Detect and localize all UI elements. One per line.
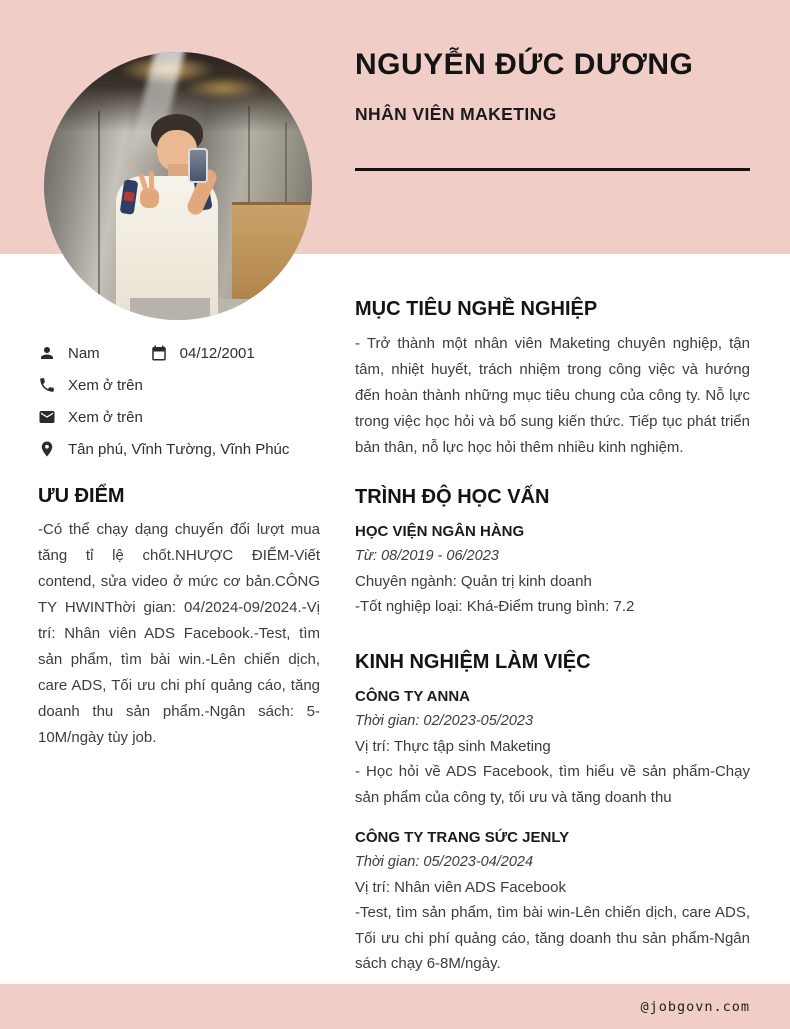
- left-column: [38, 337, 320, 751]
- objective-heading: MỤC TIÊU NGHỀ NGHIỆP: [355, 298, 598, 320]
- location-icon: [38, 440, 56, 458]
- address-value: Tân phú, Vĩnh Tường, Vĩnh Phúc: [68, 440, 290, 458]
- education-entry: [355, 519, 750, 619]
- bottom-pink-band: [0, 984, 790, 1029]
- experience-entry: [355, 684, 750, 810]
- person-icon: [38, 344, 56, 362]
- photo-light-glow: [183, 76, 263, 100]
- header-divider: [355, 168, 750, 171]
- experience-heading: KINH NGHIỆM LÀM VIỆC: [355, 651, 591, 673]
- job-position: Vị trí: Nhân viên ADS Facebook: [355, 879, 566, 896]
- job-description: - Học hỏi về ADS Facebook, tìm hiểu về sản phẩm-Chạy sản phẩm của công ty, tối ưu và tăng doanh thu: [355, 763, 750, 806]
- contact-row-gender-dob: [38, 337, 320, 369]
- experience-entry: [355, 825, 750, 977]
- email-icon: [38, 408, 56, 426]
- objective-body: - Trở thành một nhân viên Maketing chuyên nghiệp, tận tâm, nhiệt huyết, trách nhiệm trong công việc và hướng đến hoàn thành những mục tiêu chung của công ty. Nỗ lực trong việc học hỏi và bổ sung kiến thức. Tiếp tục phát triển bản thân, nỗ lực học hỏi thêm nhiều kinh nghiệm.: [355, 335, 750, 456]
- strengths-body: -Có thể chạy dạng chuyển đổi lượt mua tăng tỉ lệ chốt.NHƯỢC ĐIỂM-Viết contend, sửa video ở mức cơ bản.CÔNG TY HWINThời gian: 04/2024-09/2024.-Vị trí: Nhân viên ADS Facebook.-Test, tìm sản phẩm, tìm bài win.-Lên chiến dịch, care ADS, Tối ưu chi phí quảng cáo, tăng doanh thu sản phẩm.-Ngân sách: 5-10M/ngày tùy job.: [38, 521, 320, 746]
- photo-phone: [188, 148, 208, 183]
- site-watermark: @jobgovn.com: [640, 998, 750, 1015]
- profile-photo: [44, 52, 312, 320]
- contact-row-phone: [38, 369, 320, 401]
- photo-person-pants: [130, 298, 210, 320]
- photo-panel-seam: [98, 111, 100, 320]
- candidate-name: NGUYỄN ĐỨC DƯƠNG: [355, 48, 694, 81]
- email-value: Xem ở trên: [68, 408, 143, 426]
- job-position: Vị trí: Thực tập sinh Maketing: [355, 738, 551, 755]
- right-column: [355, 292, 750, 977]
- contact-row-address: [38, 433, 320, 465]
- dob-group: [150, 344, 255, 362]
- photo-strap-patch: [123, 191, 134, 201]
- job-company: CÔNG TY TRANG SỨC JENLY: [355, 829, 570, 846]
- job-period: Thời gian: 05/2023-04/2024: [355, 854, 534, 870]
- contact-row-email: [38, 401, 320, 433]
- job-period: Thời gian: 02/2023-05/2023: [355, 713, 534, 729]
- job-company: CÔNG TY ANNA: [355, 688, 471, 705]
- candidate-job-title: NHÂN VIÊN MAKETING: [355, 104, 557, 124]
- gender-value: Nam: [68, 344, 100, 362]
- phone-icon: [38, 376, 56, 394]
- education-major: Chuyên ngành: Quản trị kinh doanh: [355, 573, 592, 590]
- job-description: -Test, tìm sản phẩm, tìm bài win-Lên chiến dịch, care ADS, Tối ưu chi phí quảng cáo, tăng doanh thu sản phẩm-Ngân sách chạy 6-8M/ngày.: [355, 904, 750, 972]
- education-grade: -Tốt nghiệp loại: Khá-Điểm trung bình: 7.2: [355, 598, 635, 615]
- calendar-icon: [150, 344, 168, 362]
- strengths-heading: ƯU ĐIỂM: [38, 485, 125, 507]
- photo-peace-finger: [149, 171, 155, 192]
- dob-value: 04/12/2001: [179, 344, 255, 362]
- education-period: Từ: 08/2019 - 06/2023: [355, 548, 499, 564]
- phone-value: Xem ở trên: [68, 376, 143, 394]
- education-school: HỌC VIỆN NGÂN HÀNG: [355, 523, 525, 540]
- education-heading: TRÌNH ĐỘ HỌC VẤN: [355, 486, 550, 508]
